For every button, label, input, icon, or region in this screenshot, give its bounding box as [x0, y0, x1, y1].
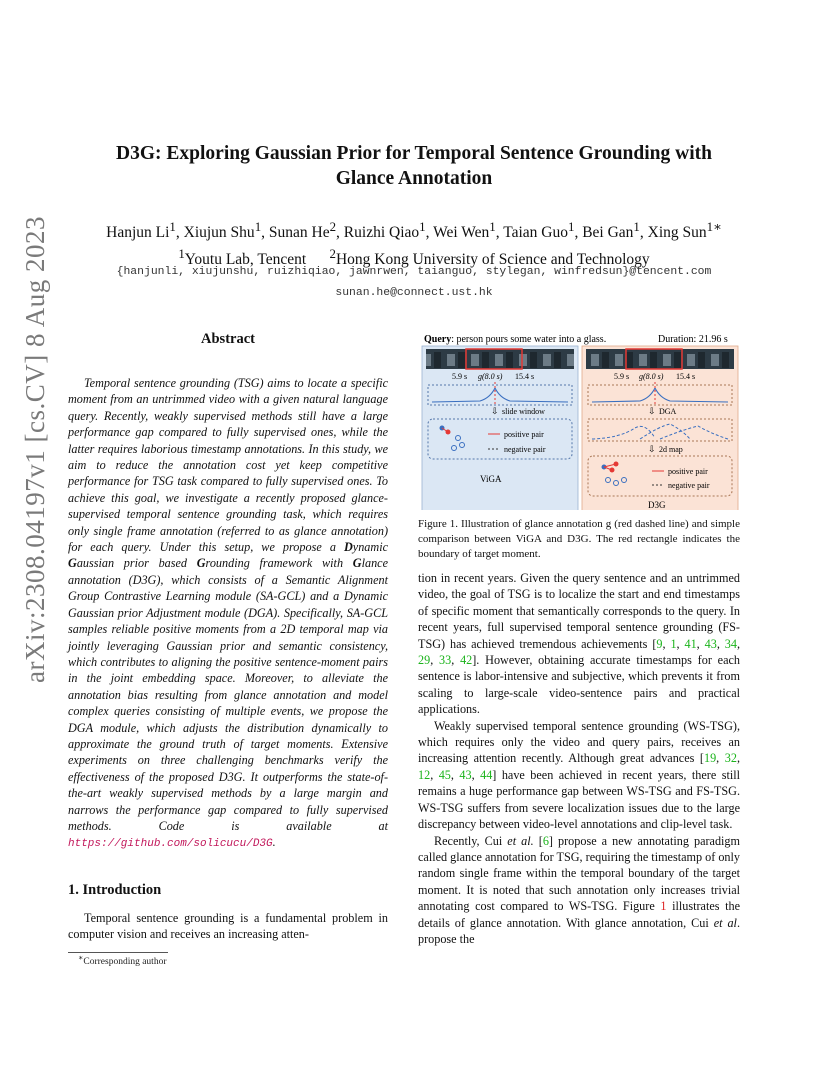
citation-link[interactable]: 12: [418, 767, 431, 782]
viga-panel: [422, 346, 578, 510]
right-column-body: [418, 570, 740, 947]
svg-text:15.4 s: 15.4 s: [676, 372, 696, 381]
arxiv-sidebar-stamp: arXiv:2308.04197v1 [cs.CV] 8 Aug 2023: [20, 216, 50, 683]
svg-text:positive pair: positive pair: [668, 467, 708, 476]
citation-link[interactable]: 42: [460, 653, 473, 668]
citation-link[interactable]: 9: [656, 636, 663, 651]
svg-text:slide window: slide window: [502, 407, 545, 416]
intro-paragraph: Temporal sentence grounding is a fundamental problem in computer vision and receives an increasing atten-: [68, 911, 388, 942]
citation-link[interactable]: 45: [438, 767, 451, 782]
affiliation-2: Hong Kong University of Science and Technology: [335, 251, 650, 269]
abstract-body: [68, 375, 388, 853]
author-name: Ruizhi Qiao: [343, 224, 420, 242]
viga-label: ViGA: [480, 474, 502, 484]
author-name: Bei Gan: [582, 224, 634, 242]
author-affiliation-marker: 1: [254, 219, 262, 234]
author-name: Taian Guo: [503, 224, 568, 242]
svg-text:2d map: 2d map: [659, 445, 683, 454]
citation-link[interactable]: 29: [418, 653, 431, 668]
svg-text:⇩: ⇩: [648, 406, 656, 416]
affiliation-1-marker: 1: [178, 246, 185, 262]
figure-1-caption: Figure 1. Illustration of glance annotation g (red dashed line) and simple comparison between ViGA and D3G. The red rectangle indicates the boundary of target moment.: [418, 518, 740, 560]
author-name: Hanjun Li: [106, 224, 170, 242]
svg-text:5.9 s: 5.9 s: [614, 372, 630, 381]
footnote: ∗Corresponding author: [78, 953, 167, 968]
introduction-heading: 1. Introduction: [68, 882, 162, 898]
author-affiliation-marker: 1: [419, 219, 426, 234]
author-list: Hanjun Li$^1$, Xiujun Shu$^1$, Sunan He$^2$, Ruizhi Qiao$^1$, Wei Wen$^1$, Taian Guo$^1$, Bei Gan$^1$, Xing Sun$^{1∗}$: [106, 219, 722, 242]
author-name: Xiujun Shu: [183, 224, 255, 242]
d3g-panel: [582, 346, 738, 510]
author-name: Xing Sun: [647, 224, 707, 242]
affiliation-2-marker: 2: [329, 246, 336, 262]
abstract-heading: Abstract: [201, 331, 255, 347]
right-paragraph-2: Weakly supervised temporal sentence grounding (WS-TSG), which requires only the video and query pairs, receives an increasing attention recently. Although great advances [19, 32, 12, 45, 43, 44] have been achieved in recent years, there still remains a huge performance gap between WS-TSG and FS-TSG. WS-TSG suffers from severe localization issues due to the large discrepancy between video-level annotations and clip-level task.: [418, 718, 741, 832]
citation-link[interactable]: 1: [670, 636, 677, 651]
introduction-body: [68, 910, 388, 943]
citation-link[interactable]: 43: [704, 636, 717, 651]
author-affiliation-marker: 1: [633, 219, 640, 234]
citations-1: 9, 1, 41, 43, 34, 29, 33, 42: [418, 636, 740, 668]
abstract-paragraph: Temporal sentence grounding (TSG) aims to locate a specific moment from an untrimmed video with a given natural language query. Recently, weakly supervised methods still have a large performance gap compared to fully supervised ones, while the latter requires laborious timestamp annotations. In this study, we aim to reduce the annotation cost yet keep competitive performance for TSG task compared to fully supervised ones. To achieve this goal, we investigate a recently proposed glance-supervised temporal sentence grounding task, which requires only single frame annotation (referred to as glance annotation) for each query. Under this setup, we propose a Dynamic Gaussian prior based Grounding framework with Glance annotation (D3G), which consists of a Semantic Alignment Group Contrastive Learning module (SA-GCL) and a Dynamic Gaussian prior Adjustment module (DGA). Specifically, SA-GCL samples reliable positive moments from a 2D temporal map via jointly leveraging Gaussian prior and semantic consistency, which contributes to aligning the positive sentence-moment pairs in the joint embedding space. Moreover, to alleviate the annotation bias resulting from glance annotation and model complex queries consisting of multiple events, we propose the DGA module, which adjusts the distribution dynamically to approximate the ground truth of target moments. Extensive experiments on three challenging benchmarks verify the effectiveness of the proposed D3G. It outperforms the state-of-the-art weakly supervised methods by a large margin and narrows the performance gap compared to fully supervised methods. Code is available at https://github.com/solicucu/D3G.: [68, 376, 388, 851]
figure-1: [420, 330, 740, 510]
author-affiliation-marker: 2: [329, 219, 337, 234]
affiliation-1: Youtu Lab, Tencent: [184, 251, 307, 269]
title-line-1: D3G: Exploring Gaussian Prior for Temporal Sentence Grounding with: [116, 143, 712, 164]
d3g-label: D3G: [648, 500, 666, 510]
citation-link[interactable]: 32: [724, 751, 737, 766]
author-emails: [40, 262, 788, 304]
title-line-2: Glance Annotation: [335, 168, 493, 189]
author-name: Sunan He: [268, 224, 330, 242]
svg-text:5.9 s: 5.9 s: [452, 372, 468, 381]
svg-text:g(8.0 s): g(8.0 s): [478, 372, 503, 381]
citation-link[interactable]: 43: [459, 767, 472, 782]
author-affiliation-marker: 1∗: [706, 219, 722, 234]
svg-text:⇩: ⇩: [491, 406, 499, 416]
citation-link[interactable]: 41: [684, 636, 697, 651]
right-paragraph-1: tion in recent years. Given the query sentence and an untrimmed video, the goal of TSG is to localize the start and end timestamps of specific moment that semantically corresponds to the query. In recent years, full supervised temporal sentence grounding (FS-TSG) has achieved tremendous achievements [9, 1, 41, 43, 34, 29, 33, 42]. However, obtaining accurate timestamps for each sentence is labor-intensive and subjective, which prevents it from scaling to large-scale video-sentence pairs and practical applications.: [418, 571, 740, 717]
citation-link[interactable]: 44: [480, 767, 493, 782]
citation-link[interactable]: 33: [439, 653, 452, 668]
author-affiliation-marker: 1: [169, 219, 176, 234]
citations-2: 19, 32, 12, 45, 43, 44: [418, 751, 741, 782]
right-paragraph-3: Recently, Cui et al. [6] propose a new annotating paradigm called glance annotation for TSG, requiring the timestamp of only random single frame within the temporal boundary of the target moment. It is noted that such annotation only increases trivial annotating cost compared to WS-TSG. Figure 1 illustrates the details of glance annotation. With glance annotation, Cui et al. propose the: [418, 833, 741, 946]
code-link[interactable]: https://github.com/solicucu/D3G: [68, 838, 273, 851]
svg-text:positive pair: positive pair: [504, 430, 544, 439]
emails-tencent: {hanjunli, xiujunshu, ruizhiqiao, jawnrwen, taianguo, stylegan, winfredsun}@tencent.com: [116, 266, 712, 278]
author-name: Wei Wen: [433, 224, 490, 242]
svg-text:15.4 s: 15.4 s: [515, 372, 535, 381]
author-affiliation-marker: 1: [567, 219, 575, 234]
figure-ref-link[interactable]: 1: [660, 899, 667, 914]
svg-text:g(8.0 s): g(8.0 s): [639, 372, 664, 381]
figure-query: Query: person pours some water into a glass.: [424, 334, 607, 345]
svg-text:negative pair: negative pair: [668, 481, 710, 490]
citation-link[interactable]: 19: [703, 751, 717, 766]
svg-text:DGA: DGA: [659, 407, 677, 416]
figure-duration: Duration: 21.96 s: [658, 334, 728, 345]
citation-link[interactable]: 34: [724, 636, 737, 651]
paper-title: [60, 141, 768, 191]
author-affiliation-marker: 1: [489, 219, 496, 234]
svg-text:⇩: ⇩: [648, 444, 656, 454]
svg-text:negative pair: negative pair: [504, 445, 546, 454]
citation-link[interactable]: 6: [542, 833, 549, 848]
emails-hkust: sunan.he@connect.ust.hk: [335, 287, 493, 299]
